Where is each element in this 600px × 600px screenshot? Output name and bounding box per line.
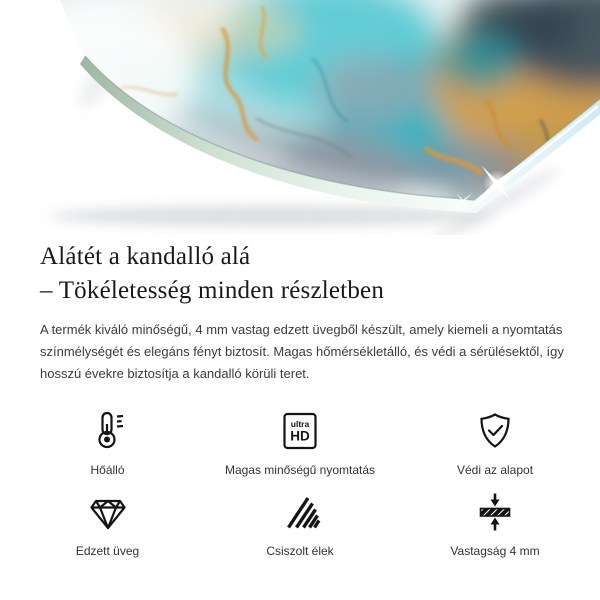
page-title-line1: Alátét a kandalló alá	[40, 243, 251, 270]
description-line: A termék kiváló minőségű, 4 mm vastag edzett üvegből készült, amely kiemeli a nyomtatás	[40, 322, 563, 337]
glass-panel-illustration	[0, 0, 600, 235]
thickness-4mm-icon	[473, 488, 517, 534]
feature-label: Csiszolt élek	[266, 544, 334, 558]
ultra-hd-icon	[278, 407, 322, 453]
feature-label: Hőálló	[90, 463, 125, 477]
feature-tempered-glass	[40, 488, 175, 559]
page-title-line2: – Tökéletesség minden részletben	[40, 277, 385, 304]
feature-label: Edzett üveg	[75, 544, 140, 558]
feature-polished-edges	[175, 488, 425, 559]
description-line: hosszú évekre biztosítja a kandalló körüli teret.	[40, 366, 310, 381]
product-description	[40, 319, 565, 385]
feature-label: Magas minőségű nyomtatás	[224, 463, 376, 477]
thermometer-icon	[86, 407, 130, 453]
feature-grid	[40, 407, 565, 559]
svg-text:ultra: ultra	[290, 419, 310, 429]
description-line: színmélységét és elegáns fényt biztosít. Magas hőmérsékletálló, és védi a sérülésektől, így	[40, 344, 564, 359]
shield-check-icon	[473, 407, 517, 453]
diamond-icon	[86, 488, 130, 534]
feature-protects-base	[425, 407, 565, 478]
feature-thickness	[425, 488, 565, 559]
page-title	[40, 240, 565, 308]
feature-label: Védi az alapot	[456, 463, 534, 477]
product-copy	[0, 240, 600, 559]
polished-edges-icon	[278, 488, 322, 534]
feature-label: Vastagság 4 mm	[450, 544, 540, 558]
hero-product-image	[0, 0, 600, 235]
svg-text:HD: HD	[290, 428, 310, 444]
feature-heat-resistant	[40, 407, 175, 478]
feature-print-quality	[175, 407, 425, 478]
